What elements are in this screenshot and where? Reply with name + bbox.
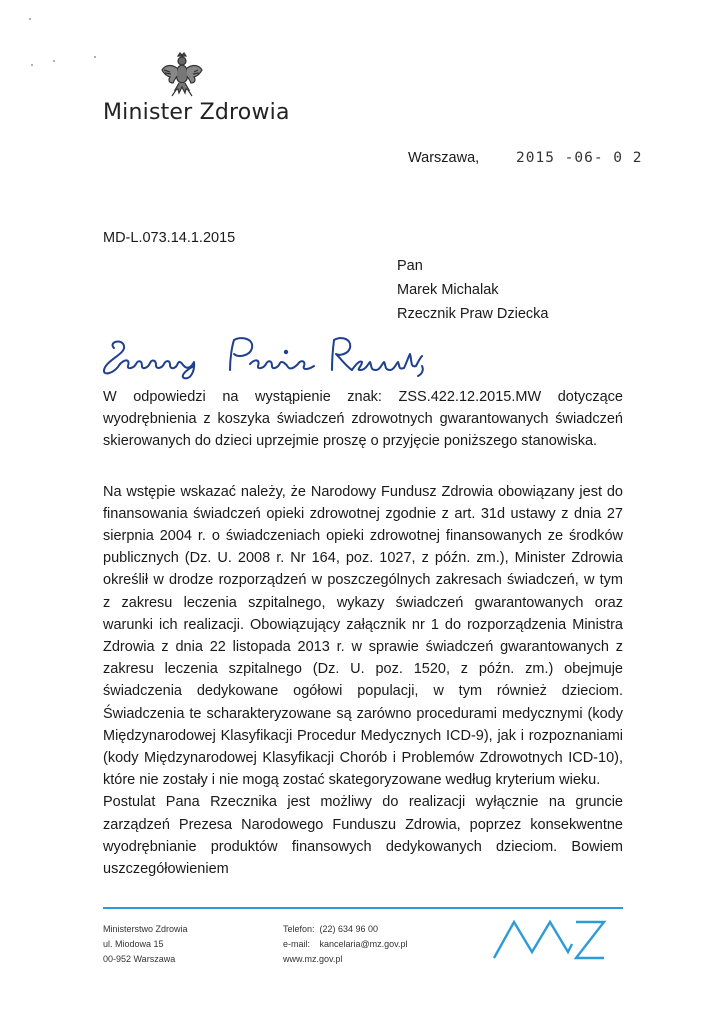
- addressee-line: Rzecznik Praw Dziecka: [397, 306, 549, 322]
- addressee-line: Pan: [397, 258, 423, 274]
- scan-speck: [31, 64, 33, 66]
- scan-speck: [53, 60, 55, 62]
- email-link[interactable]: kancelaria@mz.gov.pl: [319, 939, 408, 949]
- addressee-block: [397, 254, 549, 326]
- letter-place: Warszawa,: [408, 150, 480, 166]
- body-paragraph: W odpowiedzi na wystąpienie znak: ZSS.422.12.2015.MW dotyczące wyodrębnienia z koszyka świadczeń zdrowotnych gwarantowanych świadczeń skierowanych do dzieci uprzejmie proszę o przyjęcie poniższego stanowiska.: [103, 389, 623, 450]
- phone-value: (22) 634 96 00: [319, 924, 379, 934]
- footer-divider: [103, 907, 623, 909]
- scan-speck: [94, 56, 96, 58]
- body-paragraph: Na wstępie wskazać należy, że Narodowy Fundusz Zdrowia obowiązany jest do finansowania świadczeń opieki zdrowotnej zgodnie z art. 31d ustawy z dnia 27 sierpnia 2004 r. o świadczeniach opieki zdrowotnej finansowanych ze środków publicznych (Dz. U. 2008 r. Nr 164, poz. 1027, z późn. zm.), Minister Zdrowia określił w drodze rozporządzeń w poszczególnych zakresach świadczeń, w tym z zakresu leczenia szpitalnego, wykazy świadczeń gwarantowanych oraz warunki ich realizacji. Obowiązujący załącznik nr 1 do rozporządzenia Ministra Zdrowia z dnia 22 listopada 2013 r. w sprawie świadczeń gwarantowanych z zakresu leczenia szpitalnego (Dz. U. poz. 1520, z późn. zm.) obejmuje świadczenia dedykowane ogółowi populacji, w tym również dzieciom. Świadczenia te scharakteryzowane są zarówno procedurami medycznymi (kody Międzynarodowej Klasyfikacji Procedur Medycznych ICD-9), jak i rozpoznaniami (kody Międzynarodowej Klasyfikacji Chorób i Problemów Zdrowotnych ICD-10), które nie zostały i nie mogą zostać skategoryzowane według kryterium wieku.: [103, 483, 623, 789]
- addressee-line: Marek Michalak: [397, 282, 499, 298]
- scan-speck: [29, 18, 31, 20]
- footer-address-line: 00-952 Warszawa: [103, 954, 176, 964]
- footer-contact: [283, 922, 408, 967]
- reference-number: MD-L.073.14.1.2015: [103, 230, 236, 246]
- letter-body: [103, 386, 623, 880]
- footer-address: [103, 922, 188, 967]
- handwritten-salutation: [100, 330, 430, 380]
- footer-address-line: ul. Miodowa 15: [103, 939, 164, 949]
- body-paragraph: Postulat Pana Rzecznika jest możliwy do realizacji wyłącznie na gruncie zarządzeń Prezesa Narodowego Funduszu Zdrowia, poprzez konsekwentne wyodrębnianie produktów finansowych dedykowanych dzieciom. Bowiem uszczegółowieniem: [103, 794, 623, 878]
- footer-address-line: Ministerstwo Zdrowia: [103, 924, 188, 934]
- eagle-emblem-icon: [160, 52, 204, 98]
- email-label: e-mail:: [283, 939, 311, 949]
- mz-logo-icon: [492, 916, 610, 960]
- website-link[interactable]: www.mz.gov.pl: [283, 954, 343, 964]
- ministry-name: Minister Zdrowia: [103, 100, 290, 125]
- date-stamp: 2015 -06- 0 2: [516, 150, 643, 166]
- phone-label: Telefon:: [283, 924, 315, 934]
